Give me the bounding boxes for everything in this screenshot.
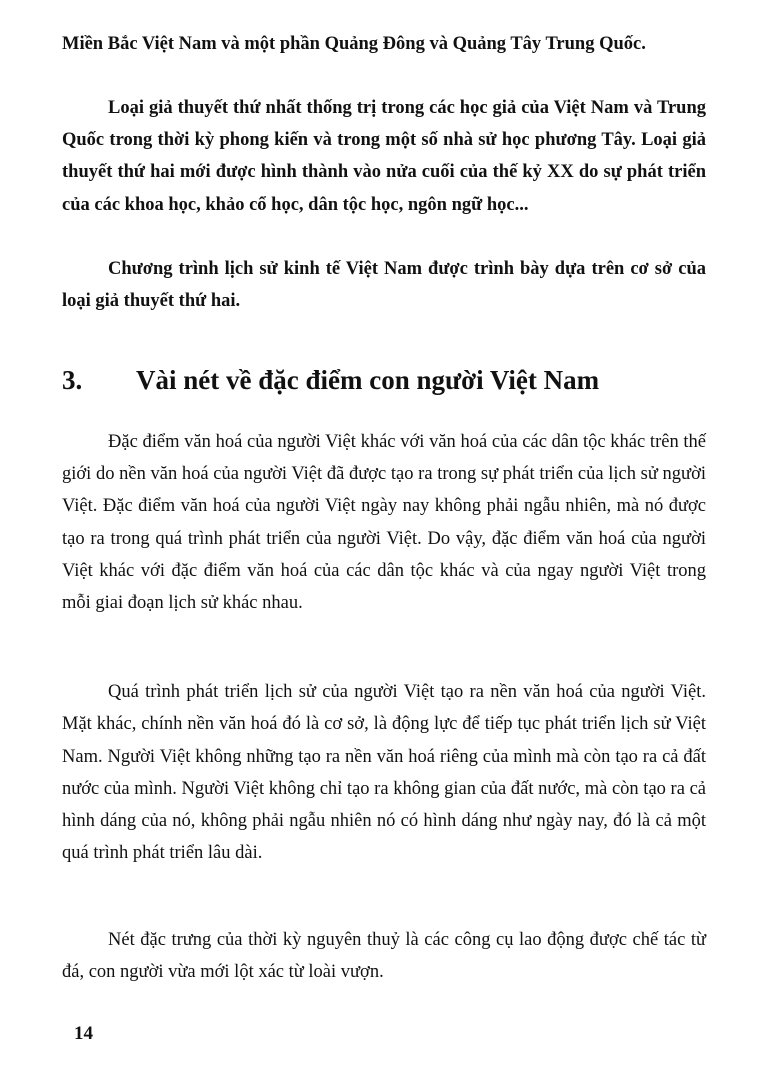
paragraph-continuation: Miền Bắc Việt Nam và một phần Quảng Đông và Quảng Tây Trung Quốc.: [62, 34, 646, 54]
paragraph-hypotheses: Loại giả thuyết thứ nhất thống trị trong các học giả của Việt Nam và Trung Quốc trong thời kỳ phong kiến và trong một số nhà sử học phương Tây. Loại giả thuyết thứ hai mới được hình thành vào nửa cuối của thế kỷ XX do sự phát triển của các khoa học, khảo cổ học, dân tộc học, ngôn ngữ học...: [62, 98, 706, 215]
paragraph-cultural-traits: Đặc điểm văn hoá của người Việt khác với văn hoá của các dân tộc khác trên thế giới do nền văn hoá của người Việt đã được tạo ra trong sự phát triển của lịch sử người Việt. Đặc điểm văn hoá của người Việt ngày nay không phải ngẫu nhiên, mà nó được tạo ra trong quá trình phát triển của người Việt. Do vậy, đặc điểm văn hoá của người Việt khác với đặc điểm văn hoá của các dân tộc khác và của ngay người Việt trong mỗi giai đoạn lịch sử khác nhau.: [62, 432, 706, 614]
paragraph-primitive-era: Nét đặc trưng của thời kỳ nguyên thuỷ là các công cụ lao động được chế tác từ đá, con người vừa mới lột xác từ loài vượn.: [62, 930, 706, 982]
section-title: Vài nét về đặc điểm con người Việt Nam: [136, 365, 600, 395]
section-number: 3.: [62, 365, 83, 395]
paragraph-program: Chương trình lịch sử kinh tế Việt Nam được trình bày dựa trên cơ sở của loại giả thuyết thứ hai.: [62, 259, 706, 312]
paragraph-historical-process: Quá trình phát triển lịch sử của người Việt tạo ra nền văn hoá của người Việt. Mặt khác, chính nền văn hoá đó là cơ sở, là động lực để tiếp tục phát triển lịch sử Việt Nam. Người Việt không những tạo ra nền văn hoá riêng của mình mà còn tạo ra cả đất nước của mình. Người Việt không chỉ tạo ra không gian của đất nước, mà còn tạo ra cả hình dáng của nó, không phải ngẫu nhiên nó có hình dáng như ngày nay, đó là cả một quá trình phát triển lâu dài.: [62, 682, 706, 864]
page-number: 14: [74, 1023, 93, 1044]
section-heading: [62, 358, 706, 402]
